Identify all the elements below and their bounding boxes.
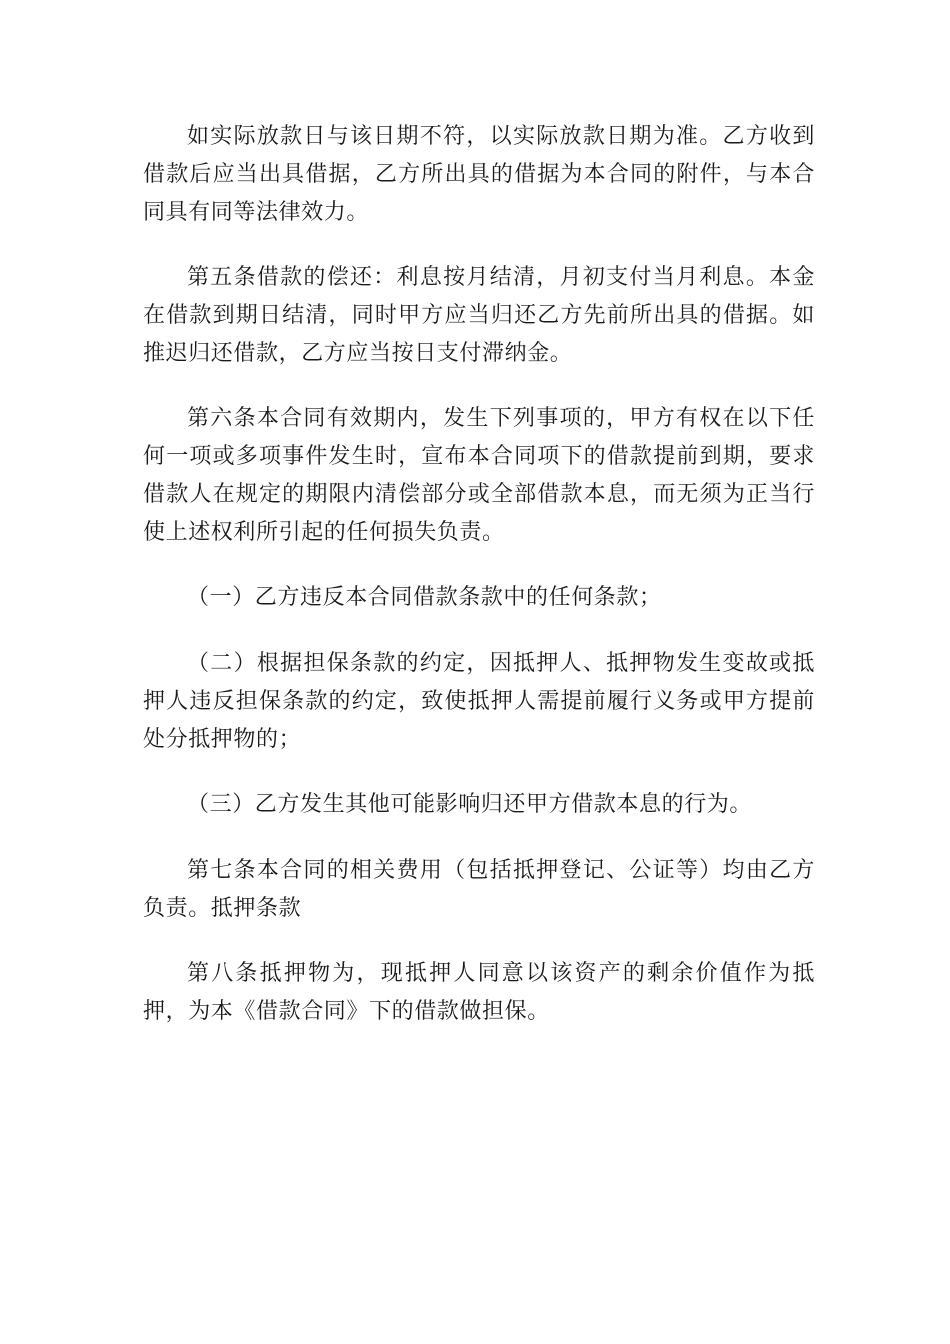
paragraph-article-7: 第七条本合同的相关费用（包括抵押登记、公证等）均由乙方负责。抵押条款 <box>143 858 815 921</box>
paragraph-item-3: （三）乙方发生其他可能影响归还甲方借款本息的行为。 <box>187 792 753 817</box>
paragraph-article-8: 第八条抵押物为，现抵押人同意以该资产的剩余价值作为抵押，为本《借款合同》下的借款做担保。 <box>143 961 815 1024</box>
paragraph-loan-receipt: 如实际放款日与该日期不符，以实际放款日期为准。乙方收到借款后应当出具借据，乙方所出具的借据为本合同的附件，与本合同具有同等法律效力。 <box>143 124 815 225</box>
paragraph-article-6: 第六条本合同有效期内，发生下列事项的，甲方有权在以下任何一项或多项事件发生时，宣布本合同项下的借款提前到期，要求借款人在规定的期限内清偿部分或全部借款本息，而无须为正当行使上述权利所引起的任何损失负责。 <box>143 406 815 545</box>
paragraph-item-1: （一）乙方违反本合同借款条款中的任何条款； <box>187 585 662 610</box>
document-page <box>143 118 815 1058</box>
paragraph-item-2: （二）根据担保条款的约定，因抵押人、抵押物发生变故或抵押人违反担保条款的约定，致使抵押人需提前履行义务或甲方提前处分抵押物的； <box>143 651 815 752</box>
paragraph-article-5: 第五条借款的偿还：利息按月结清，月初支付当月利息。本金在借款到期日结清，同时甲方应当归还乙方先前所出具的借据。如推迟归还借款，乙方应当按日支付滞纳金。 <box>143 265 815 366</box>
